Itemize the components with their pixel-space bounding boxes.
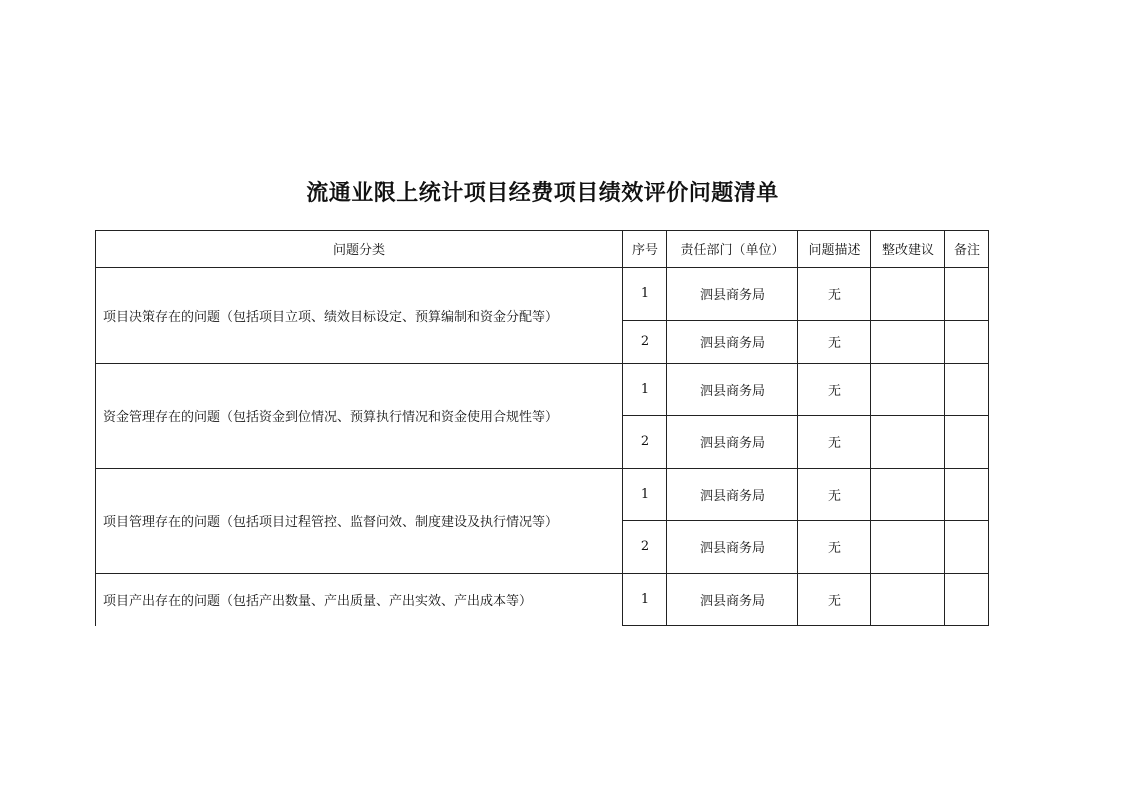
table-row-desc: 无 <box>827 336 841 351</box>
row-divider <box>623 320 989 321</box>
category-cell-output: 项目产出存在的问题（包括产出数量、产出质量、产出实效、产出成本等） <box>103 594 533 609</box>
table-row-seq: 2 <box>640 434 650 449</box>
header-dept: 责任部门（单位） <box>680 243 785 258</box>
group-divider <box>95 468 989 469</box>
table-row-desc: 无 <box>827 383 841 399</box>
table-right-border <box>988 230 989 626</box>
row-divider <box>623 520 989 521</box>
table-row-desc: 无 <box>827 488 841 504</box>
table-row-seq: 1 <box>640 592 650 607</box>
table-row-dept: 泗县商务局 <box>699 336 765 351</box>
table-row-dept: 泗县商务局 <box>699 488 765 504</box>
header-suggest: 整改建议 <box>881 243 934 258</box>
table-row-dept: 泗县商务局 <box>699 541 765 556</box>
header-category: 问题分类 <box>332 243 385 258</box>
table-row-desc: 无 <box>827 594 841 609</box>
column-divider <box>622 230 623 626</box>
column-divider <box>944 230 945 626</box>
table-row-seq: 2 <box>640 334 650 349</box>
column-divider <box>797 230 798 626</box>
table-left-border <box>95 230 96 626</box>
group-divider <box>95 363 989 364</box>
table-row-seq: 1 <box>640 381 650 397</box>
table-row-seq: 1 <box>640 286 650 301</box>
category-cell-decision: 项目决策存在的问题（包括项目立项、绩效目标设定、预算编制和资金分配等） <box>103 309 559 325</box>
header-bottom-border <box>95 267 989 268</box>
table-row-dept: 泗县商务局 <box>699 288 765 303</box>
category-cell-funds: 资金管理存在的问题（包括资金到位情况、预算执行情况和资金使用合规性等） <box>103 410 559 425</box>
header-desc: 问题描述 <box>808 243 861 258</box>
header-seq: 序号 <box>631 243 658 258</box>
issue-table <box>95 230 989 626</box>
table-row-dept: 泗县商务局 <box>699 436 765 451</box>
table-row-seq: 1 <box>640 486 650 502</box>
table-row-dept: 泗县商务局 <box>699 594 765 609</box>
table-bottom-border <box>623 625 989 626</box>
table-top-border <box>95 230 989 231</box>
table-row-desc: 无 <box>827 436 841 451</box>
table-row-dept: 泗县商务局 <box>699 383 765 399</box>
category-cell-management: 项目管理存在的问题（包括项目过程管控、监督问效、制度建设及执行情况等） <box>103 515 559 530</box>
table-row-desc: 无 <box>827 541 841 556</box>
table-row-seq: 2 <box>640 539 650 554</box>
table-row-desc: 无 <box>827 288 841 303</box>
row-divider <box>623 415 989 416</box>
column-divider <box>666 230 667 626</box>
group-divider <box>95 573 989 574</box>
column-divider <box>870 230 871 626</box>
header-note: 备注 <box>953 243 980 258</box>
page-title: 流通业限上统计项目经费项目绩效评价问题清单 <box>306 181 779 206</box>
